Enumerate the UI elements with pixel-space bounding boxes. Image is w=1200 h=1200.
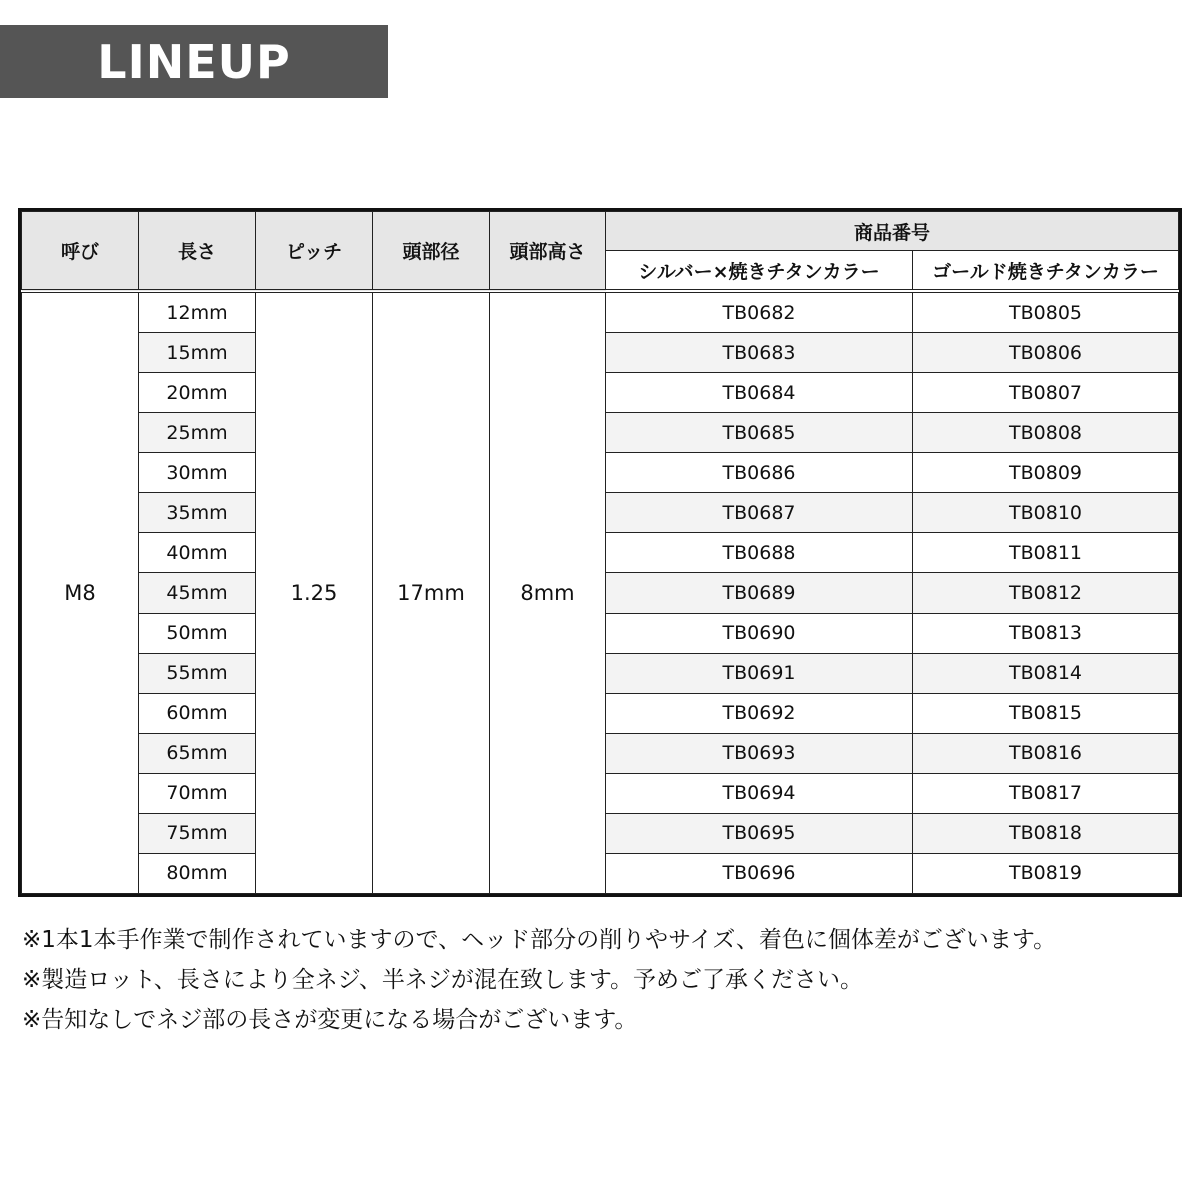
cell-length: 55mm (139, 653, 256, 693)
cell-length: 65mm (139, 733, 256, 773)
cell-silver-number: TB0687 (606, 493, 913, 533)
cell-gold-number: TB0813 (913, 613, 1179, 653)
cell-silver-number: TB0685 (606, 413, 913, 453)
header-nominal: 呼び (22, 212, 139, 292)
cell-length: 40mm (139, 533, 256, 573)
header-product-number: 商品番号 (606, 212, 1179, 251)
cell-silver-number: TB0691 (606, 653, 913, 693)
table-row (22, 291, 1179, 333)
cell-length: 75mm (139, 813, 256, 853)
cell-gold-number: TB0816 (913, 733, 1179, 773)
cell-length: 20mm (139, 373, 256, 413)
cell-length: 70mm (139, 773, 256, 813)
cell-silver-number: TB0686 (606, 453, 913, 493)
cell-gold-number: TB0807 (913, 373, 1179, 413)
cell-silver-number: TB0695 (606, 813, 913, 853)
cell-silver-number: TB0693 (606, 733, 913, 773)
cell-pitch: 1.25 (256, 291, 373, 894)
cell-gold-number: TB0806 (913, 333, 1179, 373)
cell-silver-number: TB0689 (606, 573, 913, 613)
note-handmade: ※1本1本手作業で制作されていますので、ヘッド部分の削りやサイズ、着色に個体差がございます。 (22, 927, 1057, 953)
cell-length: 30mm (139, 453, 256, 493)
cell-silver-number: TB0684 (606, 373, 913, 413)
cell-length: 25mm (139, 413, 256, 453)
cell-length: 12mm (139, 291, 256, 333)
cell-silver-number: TB0688 (606, 533, 913, 573)
notes (22, 920, 1192, 1040)
cell-gold-number: TB0812 (913, 573, 1179, 613)
cell-length: 15mm (139, 333, 256, 373)
cell-length: 45mm (139, 573, 256, 613)
cell-length: 80mm (139, 853, 256, 893)
cell-gold-number: TB0818 (913, 813, 1179, 853)
cell-gold-number: TB0815 (913, 693, 1179, 733)
cell-silver-number: TB0682 (606, 291, 913, 333)
header-pitch: ピッチ (256, 212, 373, 292)
table-body (22, 291, 1179, 894)
cell-length: 35mm (139, 493, 256, 533)
cell-silver-number: TB0694 (606, 773, 913, 813)
header-head-height: 頭部高さ (490, 212, 606, 292)
header-length: 長さ (139, 212, 256, 292)
header-head-diameter: 頭部径 (373, 212, 490, 292)
cell-head-diameter: 17mm (373, 291, 490, 894)
lineup-table (18, 208, 1182, 897)
note-thread-type: ※製造ロット、長さにより全ネジ、半ネジが混在致します。予めご了承ください。 (22, 967, 864, 993)
cell-silver-number: TB0690 (606, 613, 913, 653)
cell-silver-number: TB0696 (606, 853, 913, 893)
header-gold: ゴールド焼きチタンカラー (913, 251, 1179, 292)
cell-gold-number: TB0805 (913, 291, 1179, 333)
header-silver: シルバー×焼きチタンカラー (606, 251, 913, 292)
cell-silver-number: TB0683 (606, 333, 913, 373)
lineup-banner (0, 25, 388, 98)
cell-silver-number: TB0692 (606, 693, 913, 733)
cell-gold-number: TB0810 (913, 493, 1179, 533)
cell-gold-number: TB0811 (913, 533, 1179, 573)
cell-nominal: M8 (22, 291, 139, 894)
cell-gold-number: TB0809 (913, 453, 1179, 493)
cell-gold-number: TB0808 (913, 413, 1179, 453)
cell-length: 50mm (139, 613, 256, 653)
cell-gold-number: TB0817 (913, 773, 1179, 813)
cell-head-height: 8mm (490, 291, 606, 894)
cell-gold-number: TB0814 (913, 653, 1179, 693)
cell-length: 60mm (139, 693, 256, 733)
note-thread-length: ※告知なしでネジ部の長さが変更になる場合がございます。 (22, 1007, 638, 1033)
banner-title: LINEUP (97, 34, 291, 89)
cell-gold-number: TB0819 (913, 853, 1179, 893)
